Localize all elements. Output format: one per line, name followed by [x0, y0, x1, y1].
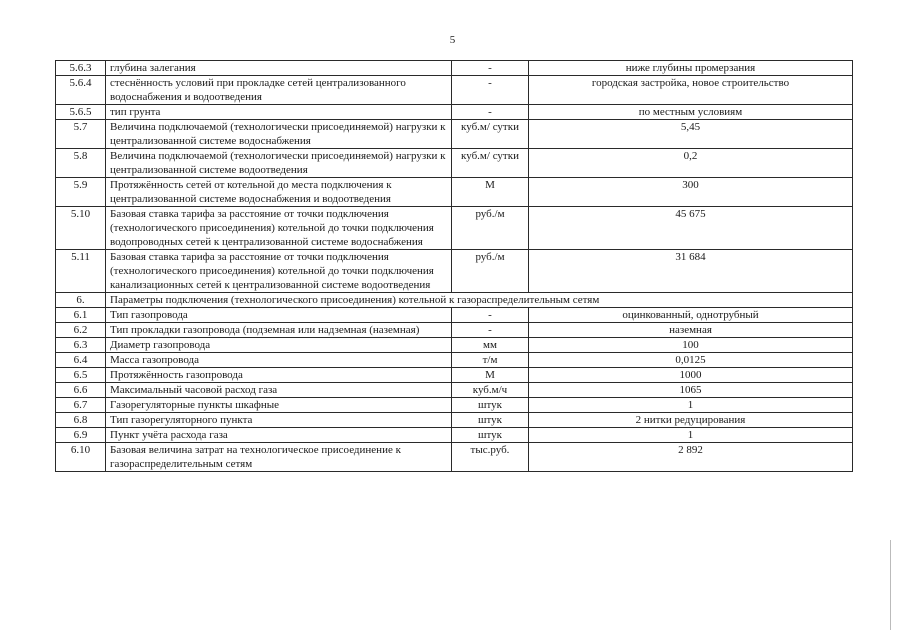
- parameter-name-cell: Тип газопровода: [106, 308, 452, 323]
- unit-cell: т/м: [452, 353, 529, 368]
- parameter-name-cell: Величина подключаемой (технологически присоединяемой) нагрузки к централизованной системе водоснабжения: [106, 120, 452, 149]
- table-row: [56, 368, 853, 383]
- row-number-cell: 5.6.5: [56, 105, 106, 120]
- value-cell: 1065: [529, 383, 853, 398]
- value-cell: 31 684: [529, 250, 853, 293]
- table-row: [56, 323, 853, 338]
- value-cell: 5,45: [529, 120, 853, 149]
- unit-cell: штук: [452, 413, 529, 428]
- table-row: [56, 105, 853, 120]
- unit-cell: -: [452, 61, 529, 76]
- unit-cell: куб.м/ сутки: [452, 120, 529, 149]
- table-row: [56, 443, 853, 472]
- table-row: [56, 398, 853, 413]
- value-cell: оцинкованный, однотрубный: [529, 308, 853, 323]
- unit-cell: руб./м: [452, 250, 529, 293]
- unit-cell: -: [452, 105, 529, 120]
- row-number-cell: 6.10: [56, 443, 106, 472]
- parameter-name-cell: стеснённость условий при прокладке сетей централизованного водоснабжения и водоотведения: [106, 76, 452, 105]
- section-row: [56, 293, 853, 308]
- value-cell: 0,2: [529, 149, 853, 178]
- parameter-name-cell: Базовая величина затрат на технологическое присоединение к газораспределительным сетям: [106, 443, 452, 472]
- table-row: [56, 308, 853, 323]
- table-row: [56, 428, 853, 443]
- unit-cell: М: [452, 178, 529, 207]
- parameter-name-cell: Протяжённость газопровода: [106, 368, 452, 383]
- table-row: [56, 250, 853, 293]
- unit-cell: -: [452, 76, 529, 105]
- row-number-cell: 5.9: [56, 178, 106, 207]
- table-row: [56, 178, 853, 207]
- value-cell: ниже глубины промерзания: [529, 61, 853, 76]
- row-number-cell: 5.10: [56, 207, 106, 250]
- table-row: [56, 207, 853, 250]
- value-cell: 1000: [529, 368, 853, 383]
- value-cell: наземная: [529, 323, 853, 338]
- value-cell: 1: [529, 428, 853, 443]
- row-number-cell: 6.5: [56, 368, 106, 383]
- parameter-name-cell: тип грунта: [106, 105, 452, 120]
- parameter-name-cell: Величина подключаемой (технологически присоединяемой) нагрузки к централизованной системе водоотведения: [106, 149, 452, 178]
- parameter-name-cell: Базовая ставка тарифа за расстояние от точки подключения (технологического присоединения) котельной до точки подключения водопроводных сетей к централизованной системе водоснабжения: [106, 207, 452, 250]
- table-row: [56, 413, 853, 428]
- row-number-cell: 5.6.4: [56, 76, 106, 105]
- scan-edge-mark: [890, 540, 891, 630]
- table-row: [56, 353, 853, 368]
- unit-cell: штук: [452, 428, 529, 443]
- row-number-cell: 5.7: [56, 120, 106, 149]
- value-cell: 0,0125: [529, 353, 853, 368]
- parameter-name-cell: Диаметр газопровода: [106, 338, 452, 353]
- parameters-table: [55, 60, 853, 472]
- section-title-cell: Параметры подключения (технологического присоединения) котельной к газораспределительным сетям: [106, 293, 853, 308]
- table-row: [56, 338, 853, 353]
- parameter-name-cell: Протяжённость сетей от котельной до места подключения к централизованной системе водоснабжения и водоотведения: [106, 178, 452, 207]
- table-row: [56, 149, 853, 178]
- unit-cell: -: [452, 308, 529, 323]
- table-row: [56, 61, 853, 76]
- unit-cell: куб.м/ сутки: [452, 149, 529, 178]
- value-cell: 45 675: [529, 207, 853, 250]
- row-number-cell: 6.8: [56, 413, 106, 428]
- row-number-cell: 6.2: [56, 323, 106, 338]
- row-number-cell: 6.3: [56, 338, 106, 353]
- parameter-name-cell: Максимальный часовой расход газа: [106, 383, 452, 398]
- value-cell: 100: [529, 338, 853, 353]
- row-number-cell: 6.1: [56, 308, 106, 323]
- parameter-name-cell: Базовая ставка тарифа за расстояние от точки подключения (технологического присоединения) котельной до точки подключения канализационных сетей к централизованной системе водоотведения: [106, 250, 452, 293]
- unit-cell: штук: [452, 398, 529, 413]
- unit-cell: мм: [452, 338, 529, 353]
- table-row: [56, 76, 853, 105]
- row-number-cell: 6.4: [56, 353, 106, 368]
- parameter-name-cell: Пункт учёта расхода газа: [106, 428, 452, 443]
- unit-cell: М: [452, 368, 529, 383]
- page-number: 5: [449, 34, 456, 46]
- parameter-name-cell: глубина залегания: [106, 61, 452, 76]
- unit-cell: -: [452, 323, 529, 338]
- parameter-name-cell: Тип прокладки газопровода (подземная или надземная (наземная): [106, 323, 452, 338]
- parameter-name-cell: Газорегуляторные пункты шкафные: [106, 398, 452, 413]
- table-row: [56, 120, 853, 149]
- row-number-cell: 5.11: [56, 250, 106, 293]
- table-body: [56, 61, 853, 472]
- parameter-name-cell: Масса газопровода: [106, 353, 452, 368]
- parameter-name-cell: Тип газорегуляторного пункта: [106, 413, 452, 428]
- value-cell: 1: [529, 398, 853, 413]
- row-number-cell: 6.6: [56, 383, 106, 398]
- value-cell: по местным условиям: [529, 105, 853, 120]
- row-number-cell: 6.9: [56, 428, 106, 443]
- value-cell: 300: [529, 178, 853, 207]
- value-cell: 2 нитки редуцирования: [529, 413, 853, 428]
- row-number-cell: 5.8: [56, 149, 106, 178]
- row-number-cell: 6.7: [56, 398, 106, 413]
- unit-cell: тыс.руб.: [452, 443, 529, 472]
- table-row: [56, 383, 853, 398]
- row-number-cell: 6.: [56, 293, 106, 308]
- row-number-cell: 5.6.3: [56, 61, 106, 76]
- unit-cell: куб.м/ч: [452, 383, 529, 398]
- value-cell: городская застройка, новое строительство: [529, 76, 853, 105]
- unit-cell: руб./м: [452, 207, 529, 250]
- value-cell: 2 892: [529, 443, 853, 472]
